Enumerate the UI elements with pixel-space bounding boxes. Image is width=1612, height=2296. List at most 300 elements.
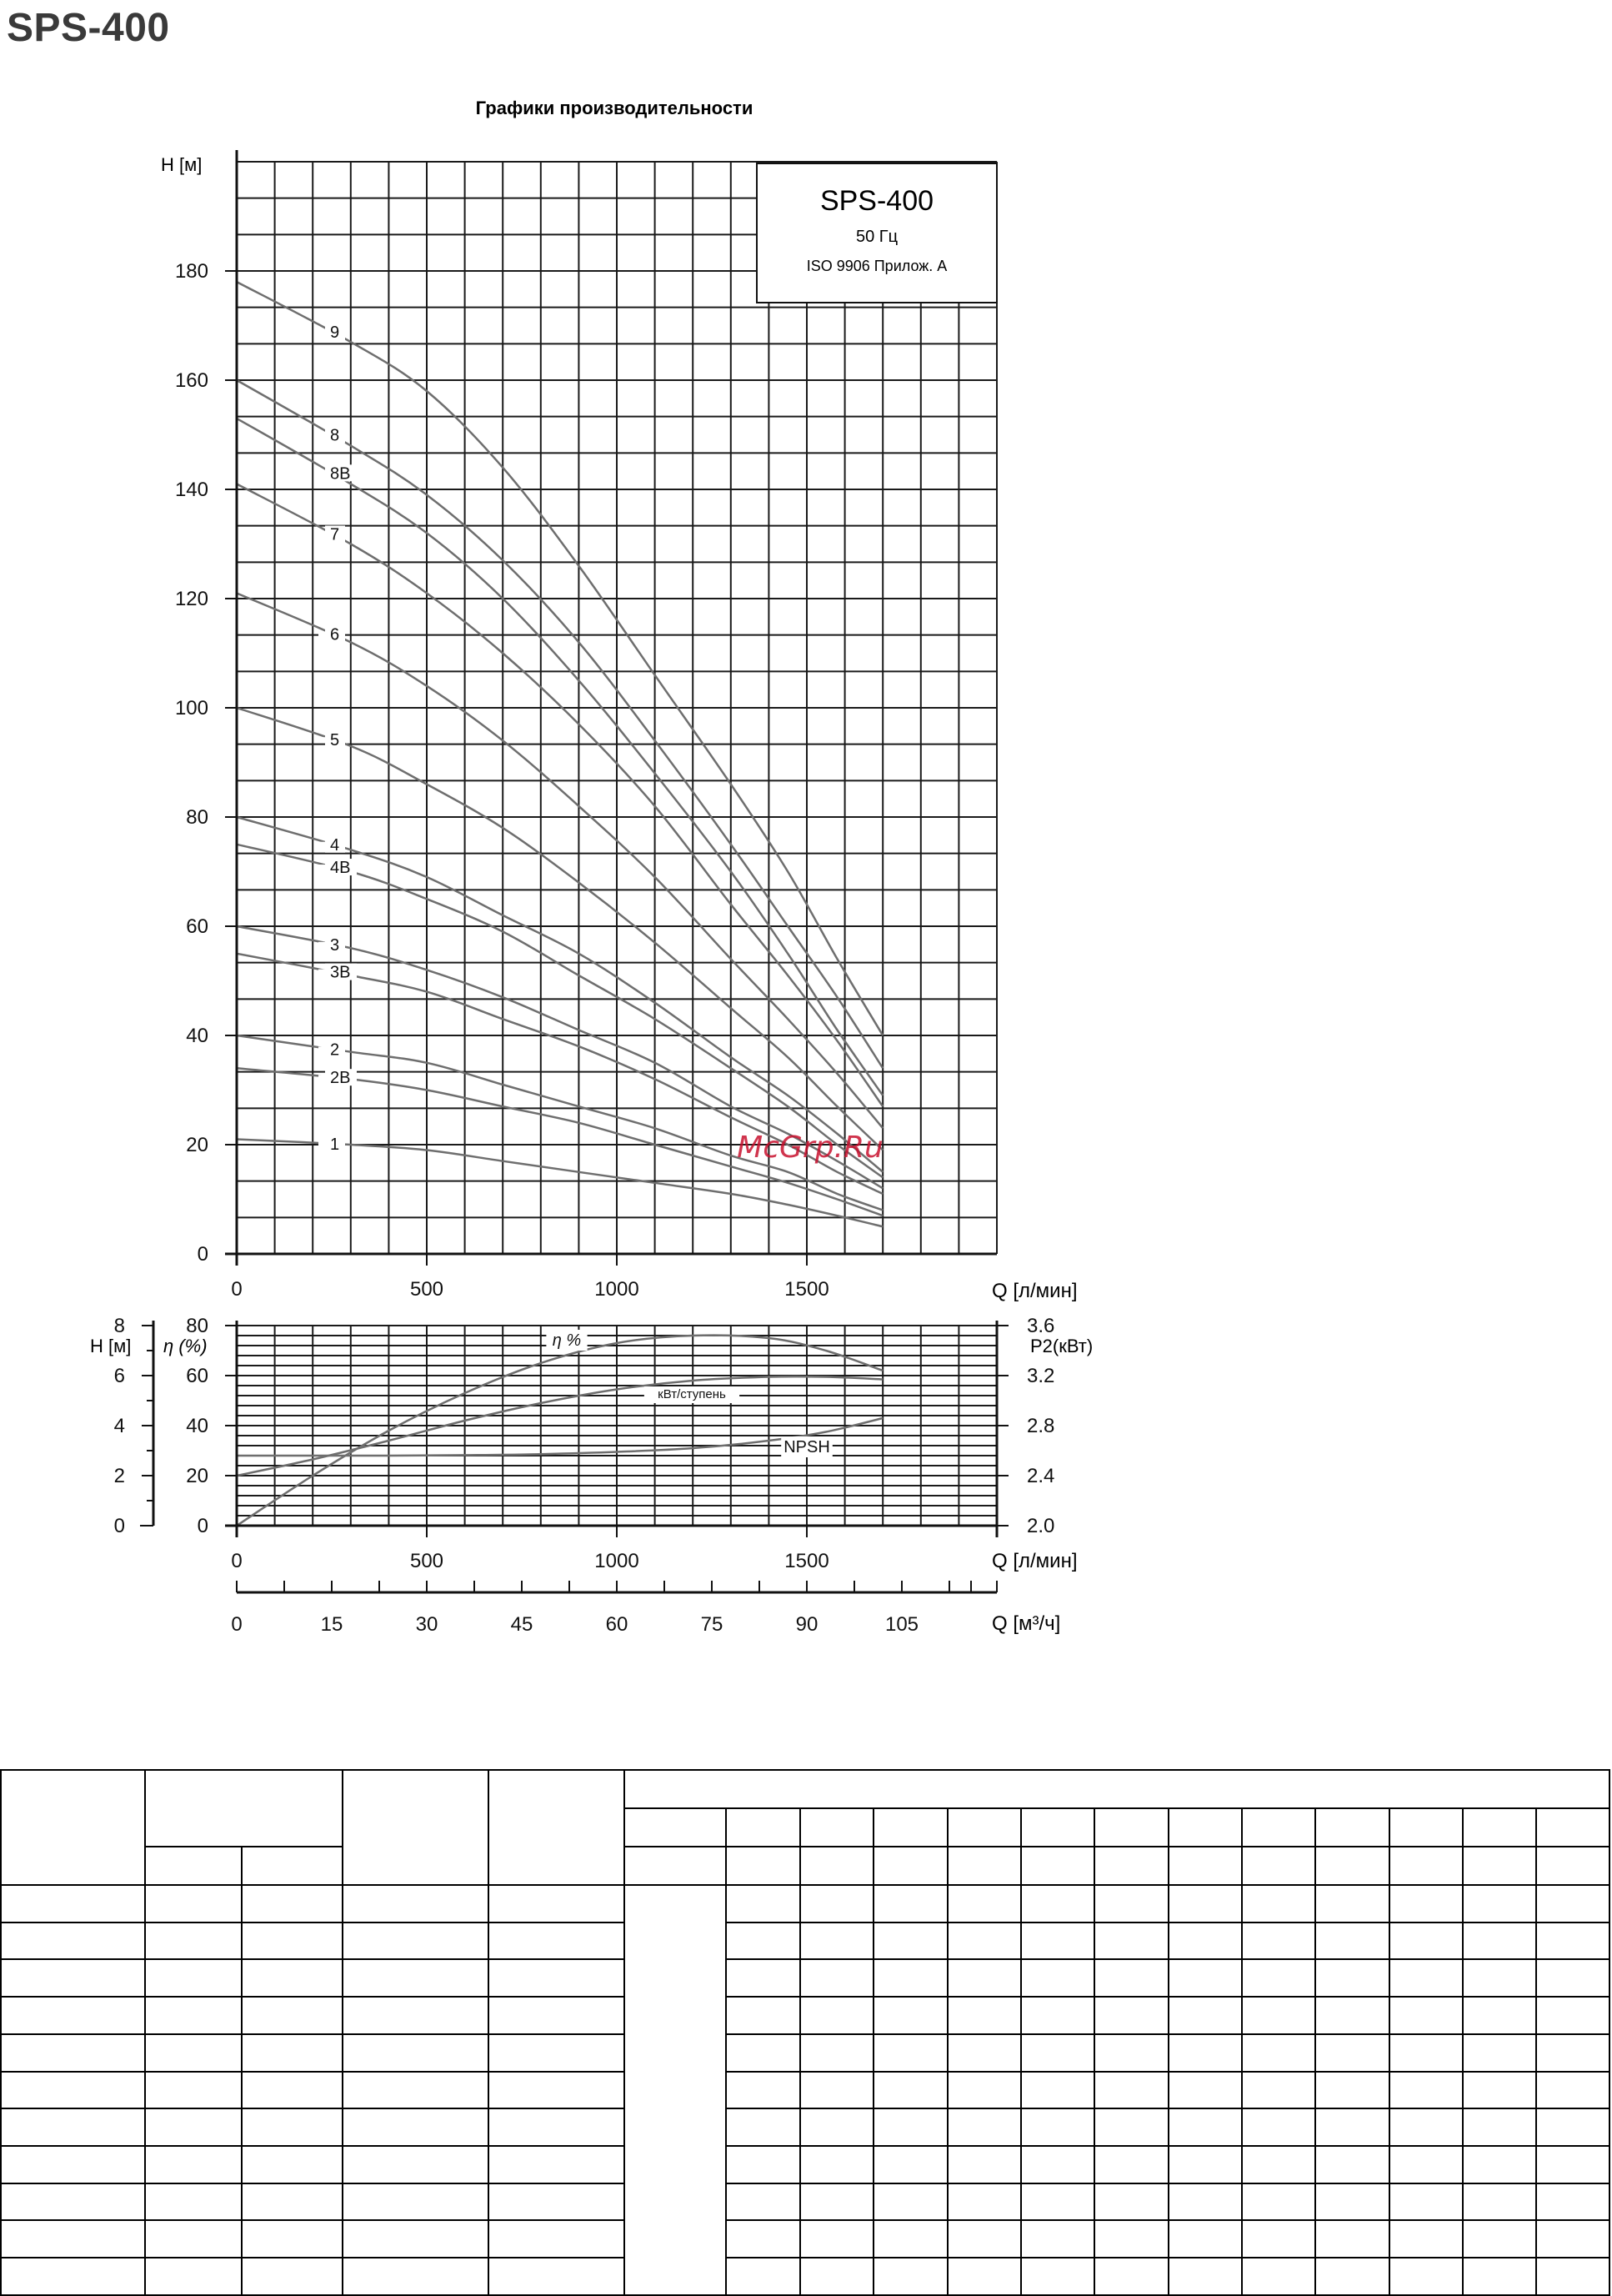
curve-label-4: 4 bbox=[330, 835, 340, 855]
curve-label-8: 8 bbox=[330, 426, 340, 445]
table-cell bbox=[1169, 1997, 1242, 2034]
flow-tick-label: 15 bbox=[320, 1613, 343, 1636]
table-cell bbox=[1094, 2220, 1168, 2258]
curve-label-6: 6 bbox=[330, 625, 340, 644]
table-cell bbox=[1169, 1885, 1242, 1923]
table-cell bbox=[1315, 1808, 1389, 1847]
table-cell bbox=[1021, 2146, 1094, 2183]
eta-tick-label: 0 bbox=[197, 1515, 208, 1537]
table-cell bbox=[1094, 1885, 1168, 1923]
y-tick-label: 140 bbox=[174, 479, 208, 501]
table-cell bbox=[948, 2146, 1021, 2183]
table-cell bbox=[1021, 1997, 1094, 2034]
table-cell bbox=[800, 1885, 874, 1923]
lower-x-axis-label: Q [л/мин] bbox=[992, 1550, 1078, 1572]
table-cell bbox=[1536, 2072, 1609, 2109]
table-cell bbox=[1536, 2108, 1609, 2146]
table-cell bbox=[1169, 2220, 1242, 2258]
table-cell bbox=[800, 1923, 874, 1960]
spec-table bbox=[0, 1769, 1610, 2296]
table-cell bbox=[1242, 2220, 1315, 2258]
table-cell bbox=[1242, 2034, 1315, 2072]
table-cell bbox=[1389, 2072, 1463, 2109]
curve-2 bbox=[237, 1035, 883, 1211]
table-cell bbox=[874, 2108, 947, 2146]
flow-m3h-axis bbox=[231, 1581, 997, 1636]
table-cell bbox=[343, 2146, 489, 2183]
table-cell bbox=[948, 1808, 1021, 1847]
table-row bbox=[1, 2072, 1609, 2109]
table-cell bbox=[488, 2108, 624, 2146]
table-cell bbox=[242, 2146, 342, 2183]
y-tick-label: 40 bbox=[186, 1025, 208, 1047]
table-cell bbox=[343, 2220, 489, 2258]
flow-tick-label: 90 bbox=[795, 1613, 819, 1636]
table-cell bbox=[343, 1770, 489, 1885]
table-cell bbox=[1389, 2146, 1463, 2183]
table-cell bbox=[1, 1959, 145, 1997]
table-cell bbox=[1463, 2072, 1536, 2109]
table-cell bbox=[242, 2108, 342, 2146]
table-cell bbox=[874, 1885, 947, 1923]
table-cell bbox=[1463, 1808, 1536, 1847]
table-row bbox=[1, 2146, 1609, 2183]
p2-tick-label: 2.8 bbox=[1027, 1415, 1055, 1437]
table-cell bbox=[1242, 1885, 1315, 1923]
table-row bbox=[1, 2258, 1609, 2295]
table-cell bbox=[1315, 2183, 1389, 2221]
table-cell bbox=[145, 1885, 242, 1923]
table-cell bbox=[1463, 2108, 1536, 2146]
table-cell bbox=[726, 2146, 799, 2183]
curve-label-3: 3 bbox=[330, 935, 340, 955]
lower-x-tick-label: 1500 bbox=[784, 1550, 829, 1572]
table-cell bbox=[1389, 2034, 1463, 2072]
table-cell bbox=[1315, 1847, 1389, 1885]
table-cell bbox=[145, 1847, 242, 1885]
table-cell bbox=[343, 1923, 489, 1960]
table-cell bbox=[1536, 2034, 1609, 2072]
table-cell bbox=[1536, 2183, 1609, 2221]
table-row bbox=[1, 1885, 1609, 1923]
table-cell bbox=[1389, 1885, 1463, 1923]
watermark: McGrp.Ru bbox=[737, 1130, 884, 1165]
table-cell bbox=[800, 1808, 874, 1847]
series-label-кВтступень: кВт/ступень bbox=[658, 1387, 726, 1401]
table-cell bbox=[726, 2220, 799, 2258]
table-cell bbox=[948, 1997, 1021, 2034]
table-cell bbox=[1169, 1847, 1242, 1885]
curve-label-1: 1 bbox=[330, 1135, 340, 1154]
table-cell bbox=[948, 1959, 1021, 1997]
table-cell bbox=[948, 2034, 1021, 2072]
table-cell bbox=[800, 2072, 874, 2109]
h-tick-label: 6 bbox=[113, 1365, 125, 1387]
table-cell bbox=[1021, 1847, 1094, 1885]
table-cell bbox=[1094, 2034, 1168, 2072]
table-cell bbox=[343, 2183, 489, 2221]
table-cell bbox=[1094, 1923, 1168, 1960]
curve-8B bbox=[237, 419, 883, 1095]
table-cell bbox=[1169, 1959, 1242, 1997]
table-cell bbox=[1536, 1808, 1609, 1847]
table-cell bbox=[1389, 2108, 1463, 2146]
table-cell bbox=[1463, 2220, 1536, 2258]
curve-7 bbox=[237, 484, 883, 1107]
table-cell bbox=[1169, 2146, 1242, 2183]
lower-chart-axes bbox=[114, 1315, 1055, 1572]
table-cell bbox=[1, 2146, 145, 2183]
eta-tick-label: 80 bbox=[186, 1315, 208, 1337]
page-title: SPS-400 bbox=[7, 6, 170, 50]
table-cell bbox=[1315, 2108, 1389, 2146]
table-cell bbox=[874, 2072, 947, 2109]
table-cell bbox=[1242, 1997, 1315, 2034]
table-row bbox=[1, 1847, 1609, 1885]
table-cell bbox=[624, 1770, 1609, 1808]
h-tick-label: 4 bbox=[113, 1415, 125, 1437]
lower-left-outer-axis-label: H [м] bbox=[90, 1336, 132, 1356]
table-cell bbox=[948, 1885, 1021, 1923]
h-tick-label: 8 bbox=[113, 1315, 125, 1337]
table-cell bbox=[1094, 2258, 1168, 2295]
table-cell bbox=[1094, 2108, 1168, 2146]
table-cell bbox=[1094, 2146, 1168, 2183]
table-cell bbox=[1021, 1808, 1094, 1847]
table-cell bbox=[145, 2183, 242, 2221]
info-box-model: SPS-400 bbox=[819, 185, 934, 217]
table-cell bbox=[800, 1847, 874, 1885]
table-cell bbox=[488, 1997, 624, 2034]
table-cell bbox=[1169, 2108, 1242, 2146]
curve-label-9: 9 bbox=[330, 323, 340, 343]
curve-label-8B: 8B bbox=[330, 464, 351, 484]
table-cell bbox=[800, 2034, 874, 2072]
table-cell bbox=[1094, 1847, 1168, 1885]
main-chart-grid bbox=[237, 162, 997, 1254]
h-tick-label: 0 bbox=[113, 1515, 125, 1537]
table-cell bbox=[242, 1885, 342, 1923]
series-label-: η % bbox=[552, 1331, 582, 1350]
flow-tick-label: 75 bbox=[700, 1613, 723, 1636]
table-cell bbox=[1169, 2183, 1242, 2221]
curve-label-2B: 2B bbox=[330, 1069, 351, 1088]
table-cell bbox=[1536, 2258, 1609, 2295]
table-cell bbox=[948, 2072, 1021, 2109]
table-row bbox=[1, 1959, 1609, 1997]
table-cell bbox=[145, 2108, 242, 2146]
table-cell bbox=[145, 1997, 242, 2034]
lower-right-axis-label: P2(кВт) bbox=[1030, 1336, 1094, 1356]
x-tick-label: 1000 bbox=[594, 1278, 639, 1301]
table-cell bbox=[726, 2034, 799, 2072]
table-cell bbox=[242, 2034, 342, 2072]
table-cell bbox=[1, 1770, 145, 1885]
table-cell bbox=[1021, 2108, 1094, 2146]
table-cell bbox=[800, 1959, 874, 1997]
table-cell bbox=[874, 2220, 947, 2258]
x-tick-label: 0 bbox=[231, 1278, 243, 1301]
table-cell bbox=[1, 2034, 145, 2072]
table-cell bbox=[1536, 2220, 1609, 2258]
table-cell bbox=[1315, 2258, 1389, 2295]
table-cell bbox=[242, 1959, 342, 1997]
table-cell bbox=[1536, 2146, 1609, 2183]
chart-info-box bbox=[757, 163, 997, 303]
table-cell bbox=[1, 2183, 145, 2221]
table-cell bbox=[1463, 2183, 1536, 2221]
table-cell bbox=[726, 1959, 799, 1997]
table-cell bbox=[1, 2072, 145, 2109]
lower-x-tick-label: 0 bbox=[231, 1550, 243, 1572]
y-tick-label: 180 bbox=[174, 260, 208, 283]
table-cell bbox=[948, 1847, 1021, 1885]
table-cell bbox=[242, 1847, 342, 1885]
table-cell bbox=[800, 2183, 874, 2221]
table-cell bbox=[1021, 2034, 1094, 2072]
table-cell bbox=[1169, 2258, 1242, 2295]
table-cell bbox=[1094, 1997, 1168, 2034]
x-tick-label: 1500 bbox=[784, 1278, 829, 1301]
table-cell bbox=[1, 1923, 145, 1960]
table-cell bbox=[1315, 1885, 1389, 1923]
table-cell bbox=[1389, 1923, 1463, 1960]
p2-tick-label: 2.0 bbox=[1027, 1515, 1055, 1537]
main-y-axis-label: H [м] bbox=[161, 154, 203, 175]
p2-tick-label: 2.4 bbox=[1027, 1465, 1055, 1487]
table-cell bbox=[343, 1959, 489, 1997]
table-cell bbox=[1021, 2072, 1094, 2109]
p2-tick-label: 3.2 bbox=[1027, 1365, 1055, 1387]
lower-x-tick-label: 500 bbox=[409, 1550, 444, 1572]
table-cell bbox=[1, 2220, 145, 2258]
y-tick-label: 100 bbox=[174, 697, 208, 719]
table-cell bbox=[1169, 2034, 1242, 2072]
table-cell bbox=[1389, 1847, 1463, 1885]
table-row bbox=[1, 1923, 1609, 1960]
table-cell bbox=[726, 2183, 799, 2221]
table-cell bbox=[948, 2183, 1021, 2221]
table-cell bbox=[343, 2034, 489, 2072]
table-cell bbox=[948, 2258, 1021, 2295]
table-cell bbox=[1021, 2258, 1094, 2295]
curve-label-7: 7 bbox=[330, 525, 340, 544]
table-cell bbox=[1021, 1959, 1094, 1997]
table-cell bbox=[1389, 2258, 1463, 2295]
table-cell bbox=[726, 1923, 799, 1960]
table-row bbox=[1, 1770, 1609, 1808]
y-tick-label: 120 bbox=[174, 588, 208, 610]
table-cell bbox=[1242, 2258, 1315, 2295]
table-cell bbox=[488, 2146, 624, 2183]
table-cell bbox=[1536, 1997, 1609, 2034]
table-cell bbox=[726, 1808, 799, 1847]
table-cell bbox=[874, 1808, 947, 1847]
table-cell bbox=[726, 1885, 799, 1923]
table-cell bbox=[488, 2220, 624, 2258]
lower-chart-grid bbox=[237, 1326, 997, 1526]
table-cell bbox=[726, 2108, 799, 2146]
table-cell bbox=[800, 2220, 874, 2258]
table-cell bbox=[488, 2258, 624, 2295]
p2-tick-label: 3.6 bbox=[1027, 1315, 1055, 1337]
table-cell bbox=[343, 1997, 489, 2034]
table-row bbox=[1, 2183, 1609, 2221]
table-cell bbox=[242, 2220, 342, 2258]
table-cell bbox=[874, 1959, 947, 1997]
table-cell bbox=[1242, 1923, 1315, 1960]
curve-label-5: 5 bbox=[330, 731, 340, 750]
flow-tick-label: 105 bbox=[884, 1613, 919, 1636]
table-cell bbox=[948, 1923, 1021, 1960]
table-cell bbox=[1242, 1959, 1315, 1997]
table-cell bbox=[488, 2034, 624, 2072]
flow-m3h-axis-label: Q [м³/ч] bbox=[992, 1612, 1061, 1635]
eta-tick-label: 20 bbox=[186, 1465, 208, 1487]
table-cell bbox=[242, 2258, 342, 2295]
table-cell bbox=[488, 2072, 624, 2109]
table-cell bbox=[800, 1997, 874, 2034]
info-box-frequency: 50 Гц bbox=[855, 228, 899, 246]
eta-tick-label: 60 bbox=[186, 1365, 208, 1387]
curve-4B bbox=[237, 845, 883, 1178]
table-cell bbox=[1463, 2146, 1536, 2183]
lower-left-inner-axis-label: η (%) bbox=[163, 1336, 208, 1356]
table-cell bbox=[1, 2258, 145, 2295]
table-cell bbox=[488, 1885, 624, 1923]
y-tick-label: 80 bbox=[186, 806, 208, 829]
table-cell bbox=[1094, 1959, 1168, 1997]
table-cell bbox=[1021, 1923, 1094, 1960]
eta-tick-label: 40 bbox=[186, 1415, 208, 1437]
flow-tick-label: 60 bbox=[605, 1613, 628, 1636]
table-cell bbox=[1463, 1847, 1536, 1885]
curve-η % bbox=[237, 1336, 883, 1526]
table-cell bbox=[1463, 2258, 1536, 2295]
table-row bbox=[1, 1997, 1609, 2034]
curve-label-2: 2 bbox=[330, 1040, 340, 1060]
table-cell bbox=[1094, 2072, 1168, 2109]
table-cell bbox=[874, 2258, 947, 2295]
table-cell bbox=[874, 1923, 947, 1960]
table-cell bbox=[1536, 1847, 1609, 1885]
lower-x-tick-label: 1000 bbox=[594, 1550, 639, 1572]
curve-label-3B: 3B bbox=[330, 963, 351, 982]
table-row bbox=[1, 2220, 1609, 2258]
table-cell bbox=[242, 2072, 342, 2109]
table-cell bbox=[145, 1770, 343, 1847]
table-cell bbox=[343, 2258, 489, 2295]
table-cell bbox=[1536, 1923, 1609, 1960]
table-cell bbox=[1315, 1997, 1389, 2034]
table-cell bbox=[726, 2258, 799, 2295]
table-cell bbox=[488, 1923, 624, 1960]
table-cell bbox=[800, 2108, 874, 2146]
y-tick-label: 20 bbox=[186, 1134, 208, 1156]
flow-tick-label: 0 bbox=[231, 1613, 243, 1636]
table-cell bbox=[343, 2108, 489, 2146]
series-label-NPSH: NPSH bbox=[783, 1438, 830, 1456]
table-cell bbox=[145, 2258, 242, 2295]
table-cell bbox=[1242, 2183, 1315, 2221]
table-cell bbox=[1094, 2183, 1168, 2221]
table-cell bbox=[624, 1808, 726, 1847]
table-cell bbox=[1242, 1847, 1315, 1885]
table-cell bbox=[1463, 1923, 1536, 1960]
table-row bbox=[1, 2034, 1609, 2072]
table-cell bbox=[1463, 1885, 1536, 1923]
table-cell bbox=[1242, 2146, 1315, 2183]
table-cell bbox=[1315, 2072, 1389, 2109]
y-tick-label: 0 bbox=[197, 1243, 208, 1266]
table-cell bbox=[874, 1997, 947, 2034]
table-cell bbox=[1389, 1959, 1463, 1997]
table-cell bbox=[488, 2183, 624, 2221]
table-cell bbox=[1463, 1959, 1536, 1997]
y-tick-label: 160 bbox=[174, 369, 208, 392]
table-cell bbox=[800, 2146, 874, 2183]
main-chart-axes bbox=[175, 150, 997, 1301]
x-tick-label: 500 bbox=[409, 1278, 444, 1301]
table-cell bbox=[874, 2183, 947, 2221]
table-cell bbox=[1242, 2072, 1315, 2109]
main-x-axis-label: Q [л/мин] bbox=[992, 1280, 1078, 1302]
table-cell bbox=[1242, 1808, 1315, 1847]
table-cell bbox=[145, 2146, 242, 2183]
table-row bbox=[1, 2108, 1609, 2146]
table-cell bbox=[726, 1847, 799, 1885]
table-cell bbox=[145, 2034, 242, 2072]
table-cell bbox=[145, 1923, 242, 1960]
table-cell bbox=[874, 1847, 947, 1885]
table-cell bbox=[1315, 1959, 1389, 1997]
table-cell bbox=[242, 1997, 342, 2034]
table-cell bbox=[1021, 2183, 1094, 2221]
y-tick-label: 60 bbox=[186, 915, 208, 938]
table-cell bbox=[1, 1997, 145, 2034]
table-cell bbox=[1169, 1923, 1242, 1960]
table-cell bbox=[1315, 2034, 1389, 2072]
table-cell bbox=[1, 2108, 145, 2146]
table-cell bbox=[242, 2183, 342, 2221]
table-cell bbox=[874, 2146, 947, 2183]
table-cell bbox=[1021, 2220, 1094, 2258]
table-cell bbox=[1169, 2072, 1242, 2109]
table-cell bbox=[1315, 1923, 1389, 1960]
table-cell bbox=[1242, 2108, 1315, 2146]
table-cell bbox=[800, 2258, 874, 2295]
table-cell bbox=[343, 1885, 489, 1923]
info-box-standard: ISO 9906 Прилож. A bbox=[806, 258, 948, 274]
table-cell bbox=[726, 2072, 799, 2109]
table-cell bbox=[242, 1923, 342, 1960]
table-cell bbox=[1389, 2183, 1463, 2221]
table-cell bbox=[1169, 1808, 1242, 1847]
table-cell bbox=[1463, 1997, 1536, 2034]
table-cell bbox=[1094, 1808, 1168, 1847]
table-cell bbox=[1389, 1808, 1463, 1847]
table-cell bbox=[1536, 1959, 1609, 1997]
table-cell bbox=[874, 2034, 947, 2072]
table-cell bbox=[1463, 2034, 1536, 2072]
table-cell bbox=[948, 2220, 1021, 2258]
table-cell bbox=[145, 1959, 242, 1997]
table-cell bbox=[1389, 2220, 1463, 2258]
table-cell bbox=[726, 1997, 799, 2034]
table-cell bbox=[1, 1885, 145, 1923]
main-chart-title: Графики производительности bbox=[475, 98, 753, 118]
table-cell bbox=[145, 2072, 242, 2109]
